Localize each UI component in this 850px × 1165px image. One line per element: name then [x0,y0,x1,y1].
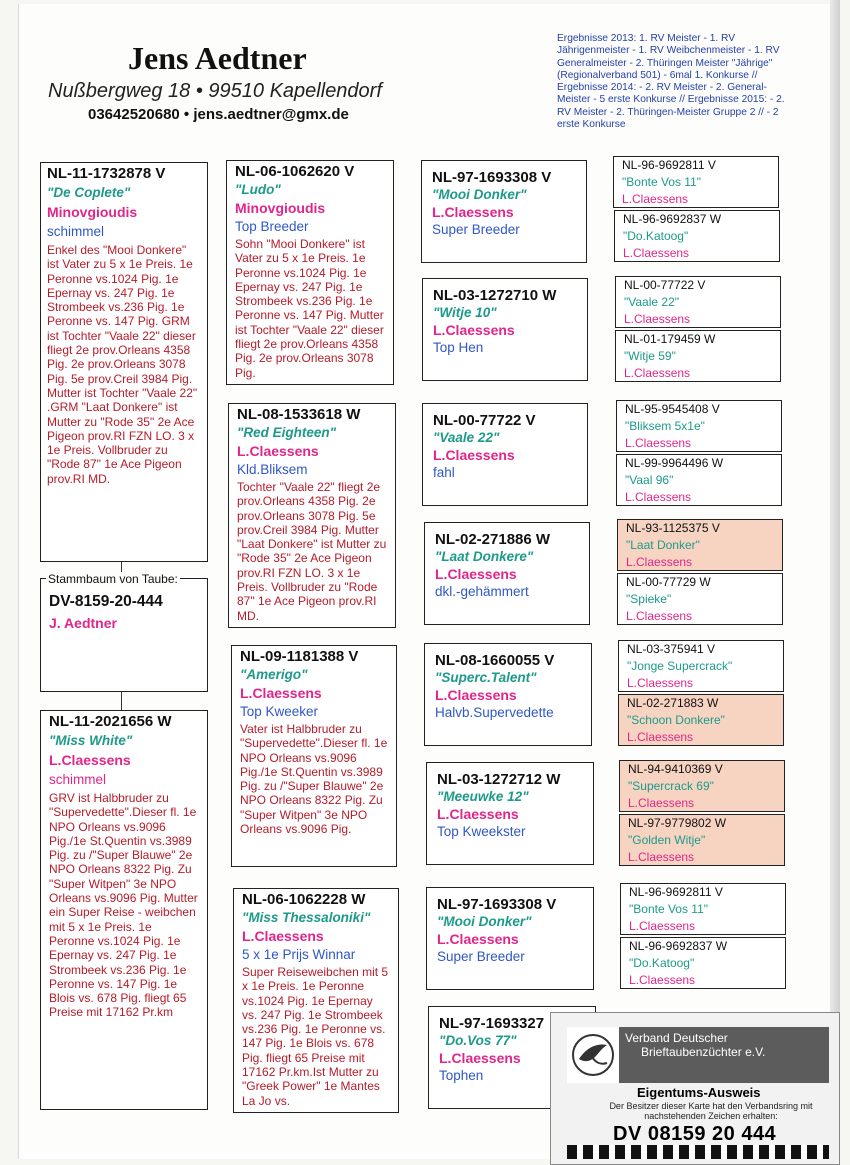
ggp-name: "Mooi Donker" [437,914,532,929]
ancestor-ring: NL-00-77722 V [624,278,706,292]
grandparent-ring: NL-06-1062620 V [235,163,355,180]
ggp-breeder: L.Claessens [433,447,515,463]
ancestor-breeder: L.Claessens [627,730,694,744]
ggp-breeder: L.Claessens [433,322,515,338]
ggp-name: "Superc.Talent" [435,670,537,685]
ggp-class: Super Breeder [432,222,520,237]
grandparent-box [228,403,396,628]
ancestor-box [620,883,786,935]
father-breeder: Minovgioudis [47,204,138,220]
mother-notes: GRV ist Halbbruder zu "Supervedette".Dieser fl. 1e NPO Orleans vs.9096 Pig./1e St.Quentin vs.3989 Pig. zu /"Super Blauwe" 2e NPO Orleans 8322 Pig. Zu "Super Witpen" 3e NPO Orleans vs.9096 Pig. Mutter ein Super Reise - weibchen mit 5 x 1e Preis. 1e Peronne vs.1024 Pig. 1e Epernay vs. 247 Pig. 1e Strombeek vs.236 Pig. 1e Peronne vs. 147 Pig. 1e Blois vs. 678 Pig. fliegt 65 Preise mit 17162 Pr.km [49,791,198,1020]
subject-box [40,578,208,692]
ancestor-breeder: L.Claessens [629,973,696,987]
great-grandparent-box [421,160,587,263]
ancestor-name: "Bonte Vos 11" [629,902,709,916]
ancestor-name: "Vaale 22" [624,295,680,309]
ancestor-box [616,400,782,452]
ancestor-ring: NL-96-9692837 W [629,939,728,953]
ancestor-name: "Schoon Donkere" [627,713,725,727]
ancestor-box [613,156,779,208]
ggp-ring: NL-97-1693308 V [432,169,552,186]
connector-line [121,692,122,710]
ancestor-ring: NL-03-375941 V [627,642,716,656]
ggp-breeder: L.Claessens [437,931,519,947]
great-grandparent-box [426,762,594,865]
grandparent-ring: NL-08-1533618 W [237,406,361,423]
ggp-name: "Laat Donkere" [435,549,534,564]
ancestor-box [615,276,781,328]
ggp-class: Halvb.Supervedette [435,705,554,720]
card-org-line2: Brieftaubenzüchter e.V. [641,1045,766,1059]
ancestor-ring: NL-00-77729 W [626,575,711,589]
grandparent-box [231,645,397,867]
ggp-class: Super Breeder [437,949,525,964]
ancestor-name: "Spieke" [626,592,672,606]
grandparent-class: Kld.Bliksem [237,462,308,477]
ancestor-ring: NL-95-9545408 V [625,402,720,416]
card-title: Eigentums-Ausweis [637,1085,761,1100]
father-box [40,162,208,562]
ancestor-breeder: L.Claessens [624,366,691,380]
ancestor-ring: NL-99-9964496 W [625,456,724,470]
ancestor-breeder: L.Claessens [623,246,690,260]
card-border-pattern [567,1145,829,1159]
father-color: schimmel [47,224,105,239]
father-ring: NL-11-1732878 V [47,165,166,182]
ggp-ring: NL-03-1272712 W [437,771,561,788]
ggp-ring: NL-02-271886 W [435,531,551,548]
ancestor-box [620,937,786,989]
ancestor-ring: NL-96-9692811 V [622,158,716,172]
ancestor-breeder: L.Claessens [627,676,694,690]
ancestor-box [618,640,784,692]
grandparent-notes: Vater ist Halbbruder zu "Supervedette".Dieser fl. 1e NPO Orleans vs.9096 Pig./1e St.Quentin vs.3989 Pig. zu /"Super Blauwe" 2e NPO Orleans 8322 Pig. Zu "Super Witpen" 3e NPO Orleans vs.9096 Pig. [240,722,388,837]
ggp-ring: NL-00-77722 V [433,412,536,429]
grandparent-class: 5 x 1e Prijs Winnar [242,947,356,962]
mother-box [40,710,208,1110]
grandparent-box [226,160,394,385]
ancestor-box [615,330,781,382]
mother-ring: NL-11-2021656 W [49,713,172,730]
mother-color: schimmel [49,772,107,787]
ggp-name: "Meeuwke 12" [437,789,529,804]
great-grandparent-box [426,887,594,990]
ancestor-name: "Supercrack 69" [628,779,714,793]
breeder-address: Nußbergweg 18 • 99510 Kapellendorf [48,80,382,102]
great-grandparent-box [424,522,590,625]
ancestor-name: "Vaal 96" [625,473,674,487]
ancestor-box [618,694,784,746]
breeder-contact: 03642520680 • jens.aedtner@gmx.de [88,106,349,123]
ancestor-name: "Do.Katoog" [629,956,695,970]
ancestor-breeder: L.Claessens [624,312,691,326]
ancestor-name: "Bliksem 5x1e" [625,419,705,433]
subject-breeder: J. Aedtner [49,615,117,631]
ggp-breeder: L.Claessens [435,687,517,703]
ggp-name: "Do.Vos 77" [439,1033,517,1048]
ggp-class: Top Hen [433,340,484,355]
grandparent-breeder: Minovgioudis [235,200,326,216]
ancestor-name: "Do.Katoog" [623,229,689,243]
ggp-ring: NL-97-1693327 [439,1015,545,1032]
ancestor-breeder: L.Claessens [628,850,695,864]
grandparent-breeder: L.Claessens [237,443,319,459]
ancestor-box [614,210,780,262]
ancestor-box [619,814,785,866]
ancestor-name: "Laat Donker" [626,538,700,552]
grandparent-class: Top Breeder [235,219,309,234]
grandparent-name: "Ludo" [235,182,281,197]
ancestor-ring: NL-93-1125375 V [626,521,720,535]
ancestor-ring: NL-97-9779802 W [628,816,727,830]
dove-logo-icon [567,1027,619,1083]
grandparent-ring: NL-09-1181388 V [240,648,359,665]
ggp-ring: NL-08-1660055 V [435,652,555,669]
card-ring-number: DV 08159 20 444 [613,1123,777,1145]
grandparent-ring: NL-06-1062228 W [242,891,366,908]
grandparent-breeder: L.Claessens [242,928,324,944]
mother-name: "Miss White" [49,733,133,748]
ancestor-ring: NL-02-271883 W [627,696,719,710]
card-org-line1: Verband Deutscher [625,1031,728,1045]
ancestor-box [617,573,783,625]
results-text: Ergebnisse 2013: 1. RV Meister - 1. RV Jährigenmeister - 1. RV Weibchenmeister - 1. RV Generalmeister - 2. Thüringen Meister "Jährige" (Regionalverband 501) - 6mal 1. Konkurse // Ergebnisse 2014: - 2. RV Meister - 2. General-Meister - 5 erste Konkurse // Ergebnisse 2015: - 2. RV Meister - 2. Thüringen-Meister Gruppe 2 // - 2 erste Konkurse [557,33,785,131]
ancestor-breeder: L.Claessens [626,609,693,623]
card-subtitle: Der Besitzer dieser Karte hat den Verbandsring mit nachstehenden Zeichen erhalten: [609,1101,813,1121]
ggp-breeder: L.Claessens [435,566,517,582]
subject-ring: DV-8159-20-444 [49,593,163,610]
ancestor-name: "Witje 59" [624,349,676,363]
great-grandparent-box [422,403,588,506]
ancestor-breeder: L.Claessens [626,555,693,569]
page-edge [830,0,840,1165]
ancestor-breeder: L.Claessens [629,919,696,933]
pedigree-label: Stammbaum von Taube: [48,572,178,586]
ancestor-ring: NL-96-9692837 W [623,212,722,226]
ancestor-ring: NL-94-9410369 V [628,762,723,776]
ancestor-name: "Bonte Vos 11" [622,175,702,189]
grandparent-breeder: L.Claessens [240,685,322,701]
grandparent-name: "Red Eighteen" [237,425,337,440]
father-name: "De Coplete" [47,185,131,200]
ggp-name: "Mooi Donker" [432,187,527,202]
ggp-breeder: L.Claessens [437,806,519,822]
grandparent-box [233,888,399,1113]
ancestor-ring: NL-01-179459 W [624,332,716,346]
ggp-class: Top Kweekster [437,824,526,839]
ancestor-breeder: L.Claessens [625,490,692,504]
ggp-breeder: L.Claessens [432,204,514,220]
ancestor-name: "Golden Witje" [628,833,706,847]
ggp-class: dkl.-gehämmert [435,584,529,599]
ancestor-box [616,454,782,506]
grandparent-name: "Miss Thessaloniki" [242,910,371,925]
grandparent-notes: Sohn "Mooi Donkere" ist Vater zu 5 x 1e Preis. 1e Peronne vs.1024 Pig. 1e Epernay vs. 247 Pig. 1e Strombeek vs.236 Pig. 1e Peronne vs. 147 Pig. Mutter ist Tochter "Vaale 22" dieser fliegt 2e prov.Orleans 4358 Pig. 2e prov.Orleans 3078 Pig. [235,237,384,380]
ggp-breeder: L.Claessens [439,1050,521,1066]
mother-breeder: L.Claessens [49,752,131,768]
grandparent-notes: Tochter "Vaale 22" fliegt 2e prov.Orleans 4358 Pig. 2e prov.Orleans 3078 Pig. 5e prov.Creil 3984 Pig. Mutter "Laat Donkere" ist Mutter zu "Rode 35" 2e Ace Pigeon prov.RI FZN LO. 3 x 1e Preis. Vollbruder zu "Rode 87" 1e Ace Pigeon prov.RI MD. [237,480,387,623]
grandparent-notes: Super Reiseweibchen mit 5 x 1e Preis. 1e Peronne vs.1024 Pig. 1e Epernay vs. 247 Pig. 1e Strombeek vs.236 Pig. 1e Peronne vs. 147 Pig. 1e Blois vs. 678 Pig. fliegt 65 Preise mit 17162 Pr.km.Ist Mutter zu "Greek Power" 1e Mantes La Jo vs. [242,965,389,1108]
grandparent-class: Top Kweeker [240,704,319,719]
ggp-class: Tophen [439,1068,484,1083]
ggp-name: "Witje 10" [433,305,497,320]
ancestor-breeder: L.Claessens [628,796,695,810]
great-grandparent-box [422,278,588,381]
father-notes: Enkel des "Mooi Donkere" ist Vater zu 5 x 1e Preis. 1e Peronne vs.1024 Pig. 1e Epernay vs. 247 Pig. 1e Strombeek vs.236 Pig. 1e Peronne vs. 147 Pig. GRM ist Tochter "Vaale 22" dieser fliegt 2e prov.Orleans 4358 Pig. 2e prov.Orleans 3078 Pig. 5e prov.Creil 3984 Pig. Mutter ist Tochter "Vaale 22" .GRM "Laat Donkere" ist Mutter zu "Rode 35" 2e Ace Pigeon prov.RI FZN LO. 3 x 1e Preis. Vollbruder zu "Rode 87" 1e Ace Pigeon prov.RI MD. [47,243,198,486]
ggp-name: "Vaale 22" [433,430,500,445]
ancestor-breeder: L.Claessens [625,436,692,450]
ancestor-name: "Jonge Supercrack" [627,659,733,673]
great-grandparent-box [424,643,592,746]
ancestor-box [619,760,785,812]
ggp-ring: NL-97-1693308 V [437,896,557,913]
ring-ownership-card [550,1012,840,1165]
ancestor-box [617,519,783,571]
grandparent-name: "Amerigo" [240,667,308,682]
breeder-name: Jens Aedtner [128,40,307,76]
ggp-class: fahl [433,465,455,480]
ancestor-ring: NL-96-9692811 V [629,885,723,899]
ggp-ring: NL-03-1272710 W [433,287,557,304]
ancestor-breeder: L.Claessens [622,192,689,206]
